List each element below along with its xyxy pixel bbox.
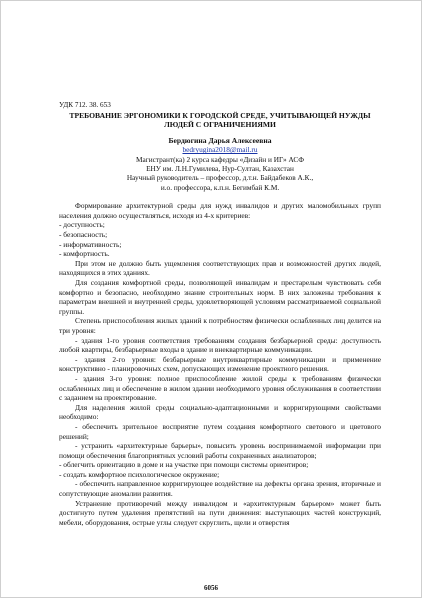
author-affiliation-2: ЕНУ им. Л.Н.Гумилева, Нур-Султан, Казахстан: [146, 164, 294, 174]
level-item: - здания 1-го уровня соответствия требованиям создания безбарьерной среды: доступность любой квартиры, безбарьерные входы в здание и внеквартирные коммуникации.: [59, 335, 381, 355]
author-block: [59, 136, 381, 192]
level-item: - здания 2-го уровня: безбарьерные внутриквартирные коммуникации и применение конструктивно - планировочных схем, допускающих изменение проектного решения.: [59, 354, 381, 374]
paragraph: При этом не должно быть ущемления соответствующих прав и возможностей других людей, находящихся в этих зданиях.: [59, 258, 381, 278]
measure-item: - устранить «архитектурные барьеры», повысить уровень воспринимаемой информации при помощи обеспечения благоприятных условий работы сохраненных анализаторов;: [59, 441, 381, 460]
measure-item: - обеспечить направленное корригирующее воздействие на дефекты органа зрения, вторичные и сопутствующие аномалии развития.: [59, 479, 381, 499]
author-email-link[interactable]: bedryugina2018@mail.ru: [182, 145, 258, 155]
page-number: 6056: [204, 584, 218, 592]
measure-item: - создать комфортное психологическое окружение;: [59, 469, 220, 479]
measure-item: - облегчить ориентацию в доме и на участке при помощи системы ориентиров;: [59, 460, 309, 470]
paragraph: Для создания комфортной среды, позволяющей инвалидам и престарелым чувствовать себя комфортно и безопасно, необходимо знание строительных норм. В них заложены требования к параметрам внешней и внутренней среды, удовлетворяющей условиям рассматриваемой социальной группы.: [59, 278, 381, 316]
criteria-item: - информативность;: [59, 239, 122, 249]
paragraph: Для наделения жилой среды социально-адаптационными и корригирующими свойствами необходимо:: [59, 402, 381, 422]
article-title: ТРЕБОВАНИЕ ЭРГОНОМИКИ К ГОРОДСКОЙ СРЕДЕ, УЧИТЫВАЮЩЕЙ НУЖДЫ ЛЮДЕЙ С ОГРАНИЧЕНИЯМИ: [69, 111, 371, 130]
measure-item: - обеспечить зрительное восприятие путем создания комфортного светового и цветового решений;: [59, 421, 381, 441]
author-affiliation-1: Магистрант(ка) 2 курса кафедры «Дизайн и ИГ» АСФ: [135, 154, 305, 164]
supervisor-line-1: Научный руководитель – профессор, д.т.н. Байдабеков А.К.,: [126, 173, 314, 183]
author-name: Бердюгина Дарья Алексеевна: [168, 135, 272, 145]
paragraph: Степень приспособления жилых зданий к потребностям физически ослабленных лиц делится на три уровня:: [59, 316, 381, 335]
article-content: [59, 101, 381, 527]
udk-code: УДК 712. 38. 653: [59, 101, 111, 109]
supervisor-line-2: и.о. профессора, к.п.н. Бегимбай К.М.: [160, 182, 280, 192]
criteria-item: - комфортность.: [59, 249, 110, 259]
level-item: - здания 3-го уровня: полное приспособление жилой среды к требованиям физически ослабленных лиц и обеспечение в жилом здании необходимого уровня обслуживания в соответствии с заданием на проектирование.: [59, 373, 381, 403]
paragraph: Устранение противоречий между инвалидом и «архитектурным барьером» может быть достигнуто путем удаления препятствий на пути движения: выступающих частей конструкций, мебели, оборудования, острые углы следует скруглить, щели и отверстия: [59, 498, 381, 527]
criteria-item: - безопасность;: [59, 230, 108, 240]
criteria-item: - доступность;: [59, 220, 105, 230]
article-body: [59, 201, 381, 527]
paragraph: Формирование архитектурной среды для нужд инвалидов и других маломобильных групп населения должно осуществляться, исходя из 4-х критериев:: [59, 201, 381, 220]
